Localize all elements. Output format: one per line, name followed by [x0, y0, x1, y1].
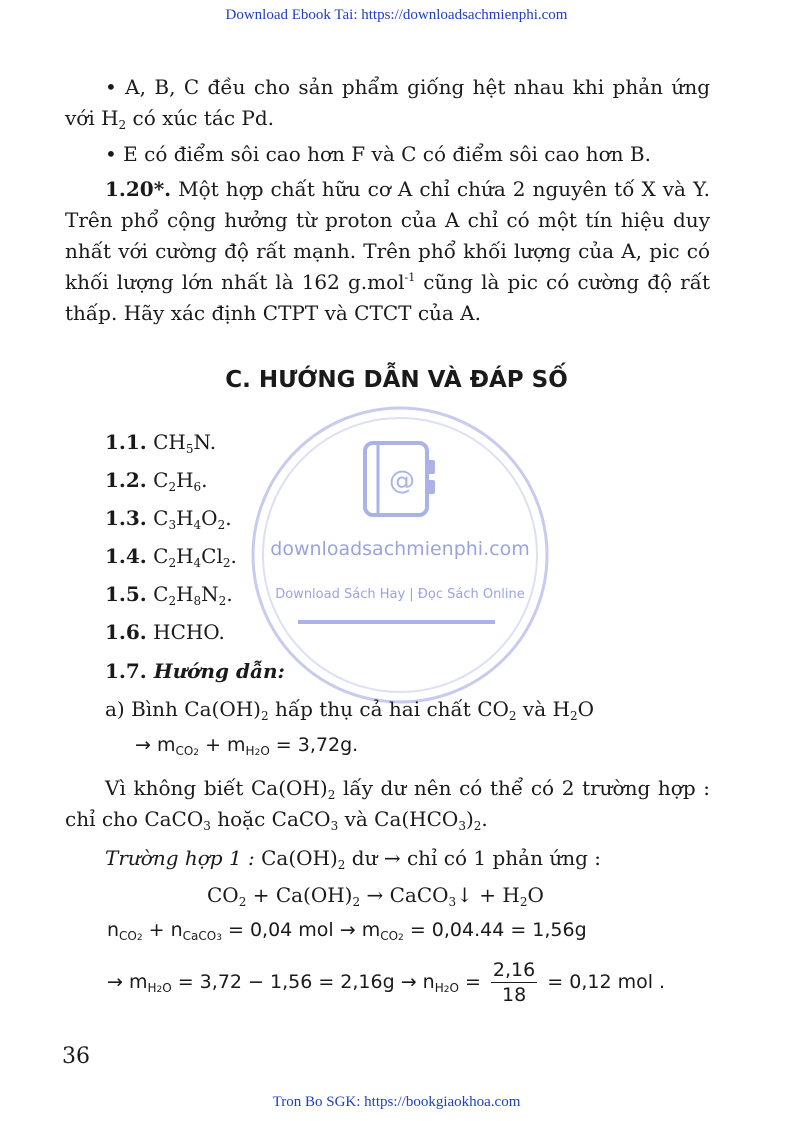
answer-1-2: 1.2. $C_2H_6$. — [105, 468, 208, 494]
answer-1-1: 1.1. $CH_5N$. — [105, 430, 217, 456]
watermark-tagline: Download Sách Hay | Đọc Sách Online — [275, 587, 525, 602]
fraction: $\frac{2,16}{18}$ — [492, 959, 536, 1006]
para-bullet-2: • E có điểm sôi cao hơn F và C có điểm sôi cao hơn B. — [105, 142, 651, 166]
case-1-intro: Trường hợp 1 : $Ca(OH)_2$ dư → chỉ có 1 phản ứng : — [105, 846, 601, 872]
solution-a: a) Bình $Ca(OH)_2$ hấp thụ cả hai chất $CO_2$ và $H_2O$ — [105, 697, 594, 723]
question-1-20: 1.20*. Một hợp chất hữu cơ A chỉ chứa 2 nguyên tố X và Y. Trên phổ cộng hưởng từ proton của A chỉ có một tín hiệu duy nhất với cường độ rất mạnh. Trên phổ khối lượng của A, pic có khối lượng lớn nhất là 162 g.mol$^{-1}$ cũng là pic có cường độ rất thấp. Hãy xác định CTPT và CTCT của A. — [65, 177, 710, 325]
equation-1: → $m_{CO2} + m_{H2O} = 3,72g$. — [135, 734, 359, 758]
equation-3: → $m_{H2O} = 3,72 - 1,56 = 2,16g \to n_{H2O}$ = $\frac{2,16}{18}$ = 0,12 mol . — [107, 959, 666, 1006]
para-two-cases: Vì không biết $Ca(OH)_2$ lấy dư nên có thể có 2 trường hợp : chỉ cho CaCO$_3$ hoặc CaCO$_3$ và $Ca(HCO_3)_2$. — [65, 776, 710, 833]
page-number: 36 — [62, 1044, 90, 1069]
watermark-site: downloadsachmienphi.com — [270, 538, 530, 560]
answer-1-3: 1.3. $C_3H_4O_2$. — [105, 506, 232, 532]
header-download-link[interactable]: Download Ebook Tai: https://downloadsachmienphi.com — [225, 7, 568, 23]
reaction-1: $CO_2 + Ca(OH)_2$ → CaCO$_3$↓ + $H_2O$ — [207, 883, 544, 909]
answer-1-7: 1.7. Hướng dẫn: — [105, 659, 285, 683]
answer-1-5: 1.5. $C_2H_8N_2$. — [105, 582, 233, 608]
answer-1-6: 1.6. HCHO. — [105, 620, 225, 644]
section-heading: C. HƯỚNG DẪN VÀ ĐÁP SỐ — [225, 367, 568, 393]
para-bullet-1-cont: với $H_2$ có xúc tác Pd. — [65, 106, 274, 132]
footer-sgk-link[interactable]: Tron Bo SGK: https://bookgiaokhoa.com — [272, 1094, 521, 1110]
para-bullet-1: • A, B, C đều cho sản phẩm giống hệt nhau khi phản ứng — [105, 75, 710, 99]
svg-text:@: @ — [389, 466, 415, 496]
equation-2: $n_{CO2} + n_{CaCO3} = 0,04$ mol → $m_{CO2} = 0,04.44 = 1,56g$ — [107, 919, 587, 943]
answer-1-4: 1.4. $C_2H_4Cl_2$. — [105, 544, 237, 570]
